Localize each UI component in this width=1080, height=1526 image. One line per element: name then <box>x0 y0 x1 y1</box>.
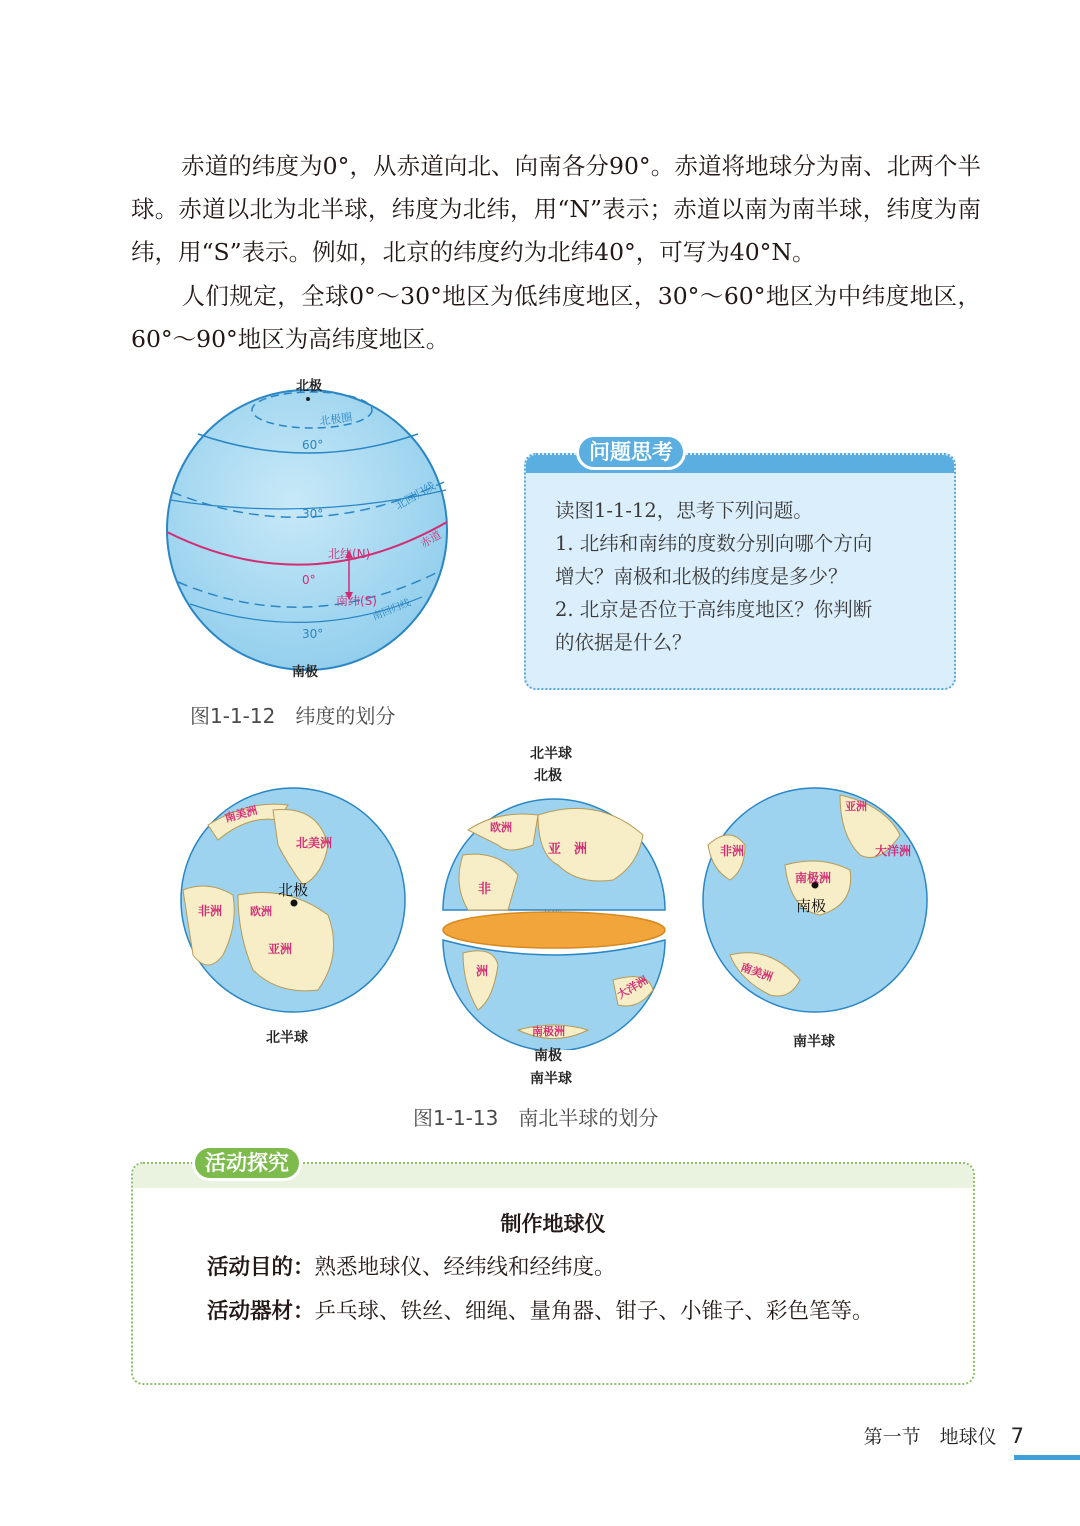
north-pole-label: 北极 <box>296 379 323 394</box>
paragraph-text: 赤道的纬度为0°，从赤道向北、向南各分90°。赤道将地球分为南、北两个半球。赤道以北为北半球，纬度为北纬，用“N”表示；赤道以南为南半球，纬度为南纬，用“S”表示。例如，北京的纬度约为北纬40°，可写为40°N。 <box>131 152 981 266</box>
tropic-capricorn-label: 南回归线 <box>371 597 413 623</box>
southern-hemisphere-globe <box>700 785 930 1015</box>
left-sa-label: 南美洲 <box>223 803 259 825</box>
lat30n-label: 30° <box>302 507 324 521</box>
right-af-label: 非洲 <box>720 844 745 858</box>
paragraph-text: 人们规定，全球0°～30°地区为低纬度地区，30°～60°地区为中纬度地区，60°～90°地区为高纬度地区。 <box>131 282 981 353</box>
mid-an-label: 南极洲 <box>532 1025 565 1038</box>
split-hemispheres-globe <box>438 785 670 1050</box>
footer-section: 第一节 地球仪 <box>863 1426 997 1448</box>
left-na-label: 北美洲 <box>296 836 333 850</box>
activity-materials-text: 乒乓球、铁丝、细绳、量角器、钳子、小锥子、彩色笔等。 <box>314 1299 874 1324</box>
arctic-circle-label: 北极圈 <box>318 410 354 428</box>
activity-purpose-text: 熟悉地球仪、经纬线和经纬度。 <box>314 1255 616 1280</box>
activity-title: 制作地球仪 <box>500 1212 606 1236</box>
mid-af2-label: 洲 <box>476 964 489 978</box>
question-line: 1. 北纬和南纬的度数分别向哪个方向 <box>555 532 873 555</box>
activity-materials <box>155 1289 955 1334</box>
right-pole-label: 南极 <box>796 897 827 915</box>
question-box-text <box>555 494 940 659</box>
page-footer <box>864 1422 1024 1449</box>
mid-top-label1: 北半球 <box>530 746 572 762</box>
left-pole-label: 北极 <box>278 881 309 899</box>
question-line: 2. 北京是否位于高纬度地区？你判断 <box>555 598 873 621</box>
mid-eu-label: 欧洲 <box>490 821 512 834</box>
north-lat-label: 北纬(N) <box>328 547 371 561</box>
right-oc-label: 大洋洲 <box>875 844 912 858</box>
figure12-caption: 图1-1-12 纬度的划分 <box>190 704 396 728</box>
activity-purpose <box>155 1245 955 1290</box>
latitude-globe-figure <box>160 372 460 687</box>
mid-bottom-label2: 南半球 <box>530 1071 572 1087</box>
northern-hemisphere-globe <box>178 785 408 1015</box>
figure13-caption: 图1-1-13 南北半球的划分 <box>413 1106 659 1130</box>
activity-materials-label: 活动器材： <box>207 1299 315 1324</box>
mid-af-label: 非 <box>478 882 492 897</box>
mid-bottom-label1: 南极 <box>534 1048 562 1064</box>
lat0-label: 0° <box>302 573 316 587</box>
page-number: 7 <box>1010 1424 1024 1448</box>
south-lat-label: 南纬(S) <box>336 594 377 608</box>
mid-oc-label: 大洋洲 <box>615 973 651 1002</box>
south-pole-label: 南极 <box>292 665 319 680</box>
paragraph-latitude-zones <box>131 275 981 361</box>
mid-top-label2: 北极 <box>534 768 562 784</box>
lat30s-label: 30° <box>302 627 324 641</box>
question-line: 的依据是什么？ <box>555 631 692 654</box>
activity-box-tag: 活动探究 <box>192 1145 302 1181</box>
lat60-label: 60° <box>302 438 324 452</box>
mid-as-label: 亚 洲 <box>548 842 588 857</box>
right-as-label: 亚洲 <box>845 800 867 813</box>
paragraph-equator <box>131 145 981 274</box>
tropic-cancer-label: 北回归线 <box>393 479 438 513</box>
activity-purpose-label: 活动目的： <box>207 1255 315 1280</box>
right-globe-label: 南半球 <box>793 1034 835 1050</box>
equator-label: 赤道 <box>418 528 444 551</box>
question-line: 读图1-1-12，思考下列问题。 <box>555 499 813 522</box>
question-line: 增大？南极和北极的纬度是多少？ <box>555 565 848 588</box>
left-globe-label: 北半球 <box>266 1030 308 1046</box>
right-an-label: 南极洲 <box>795 871 832 885</box>
left-as-label: 亚洲 <box>268 942 293 956</box>
left-af-label: 非洲 <box>198 904 223 918</box>
footer-accent-bar <box>1014 1455 1080 1460</box>
question-box-tag: 问题思考 <box>576 434 686 470</box>
left-eu-label: 欧洲 <box>250 905 272 918</box>
right-sa-label: 南美洲 <box>738 960 775 985</box>
